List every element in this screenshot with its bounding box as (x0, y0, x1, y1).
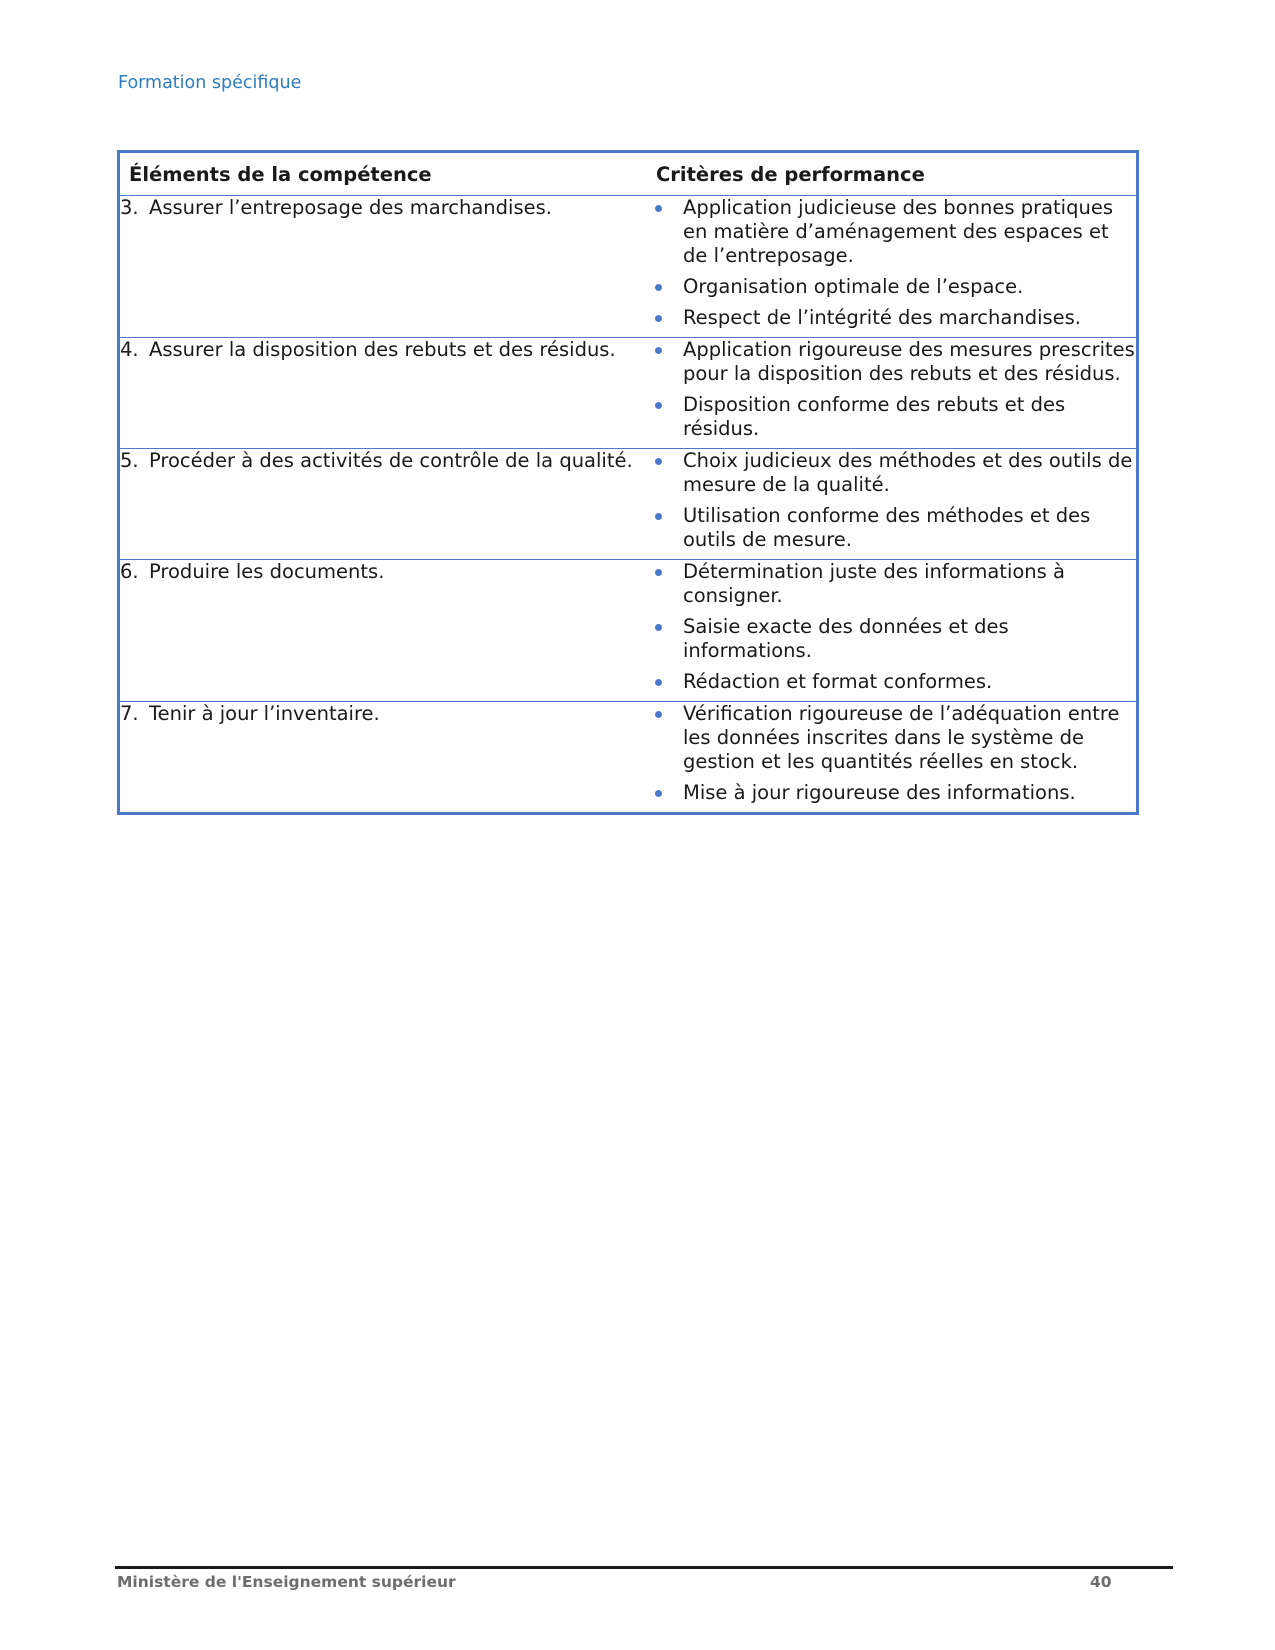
element-text: Procéder à des activités de contrôle de la qualité. (149, 449, 633, 472)
element-cell (119, 338, 648, 449)
elements-column-header: Éléments de la compétence (119, 152, 648, 196)
bullet-icon (647, 504, 683, 528)
criteria-item (647, 196, 1136, 268)
criteria-item (647, 670, 1136, 694)
footer-page-number: 40 (1090, 1573, 1112, 1591)
element-text: Assurer la disposition des rebuts et des résidus. (149, 338, 616, 361)
criteria-text: Détermination juste des informations à consigner. (683, 560, 1065, 607)
table-row (119, 560, 1138, 702)
element-number: 6. (120, 560, 139, 583)
element-number: 4. (120, 338, 139, 361)
table-row (119, 702, 1138, 814)
element-cell (119, 560, 648, 702)
bullet-icon (647, 196, 683, 220)
criteria-text: Saisie exacte des données et des informations. (683, 615, 1009, 662)
criteria-text: Vérification rigoureuse de l’adéquation entre les données inscrites dans le système de gestion et les quantités réelles en stock. (683, 702, 1120, 773)
criteria-text: Application judicieuse des bonnes pratiques en matière d’aménagement des espaces et de l’entreposage. (683, 196, 1113, 267)
criteria-column-header: Critères de performance (647, 152, 1138, 196)
criteria-item (647, 504, 1136, 552)
criteria-text: Utilisation conforme des méthodes et des outils de mesure. (683, 504, 1091, 551)
element-text: Assurer l’entreposage des marchandises. (149, 196, 552, 219)
table-row (119, 196, 1138, 338)
criteria-item (647, 338, 1136, 386)
criteria-text: Organisation optimale de l’espace. (683, 275, 1024, 298)
criteria-cell (647, 702, 1138, 814)
footer-organization: Ministère de l'Enseignement supérieur (117, 1573, 456, 1591)
criteria-item (647, 560, 1136, 608)
element-cell (119, 702, 648, 814)
bullet-icon (647, 449, 683, 473)
running-header: Formation spécifique (118, 73, 302, 93)
bullet-icon (647, 615, 683, 639)
element-number: 5. (120, 449, 139, 472)
bullet-icon (647, 670, 683, 694)
criteria-item (647, 781, 1136, 805)
bullet-icon (647, 393, 683, 417)
criteria-cell (647, 338, 1138, 449)
element-cell (119, 196, 648, 338)
criteria-cell (647, 449, 1138, 560)
criteria-item (647, 275, 1136, 299)
criteria-item (647, 449, 1136, 497)
bullet-icon (647, 338, 683, 362)
element-number: 3. (120, 196, 139, 219)
criteria-list (647, 702, 1136, 805)
criteria-list (647, 449, 1136, 552)
bullet-icon (647, 275, 683, 299)
bullet-icon (647, 702, 683, 726)
criteria-item (647, 306, 1136, 330)
bullet-icon (647, 306, 683, 330)
element-text: Produire les documents. (149, 560, 385, 583)
criteria-item (647, 615, 1136, 663)
element-cell (119, 449, 648, 560)
criteria-text: Application rigoureuse des mesures prescrites pour la disposition des rebuts et des résidus. (683, 338, 1135, 385)
footer-divider (115, 1566, 1173, 1569)
bullet-icon (647, 781, 683, 805)
table-row (119, 338, 1138, 449)
criteria-list (647, 338, 1136, 441)
criteria-cell (647, 196, 1138, 338)
bullet-icon (647, 560, 683, 584)
table-row (119, 449, 1138, 560)
criteria-text: Respect de l’intégrité des marchandises. (683, 306, 1081, 329)
criteria-list (647, 196, 1136, 330)
criteria-text: Mise à jour rigoureuse des informations. (683, 781, 1076, 804)
competence-table (117, 150, 1139, 815)
criteria-text: Disposition conforme des rebuts et des résidus. (683, 393, 1066, 440)
criteria-text: Choix judicieux des méthodes et des outils de mesure de la qualité. (683, 449, 1133, 496)
criteria-cell (647, 560, 1138, 702)
criteria-list (647, 560, 1136, 694)
element-number: 7. (120, 702, 139, 725)
criteria-item (647, 393, 1136, 441)
criteria-text: Rédaction et format conformes. (683, 670, 993, 693)
table-header-row (119, 152, 1138, 196)
element-text: Tenir à jour l’inventaire. (149, 702, 380, 725)
criteria-item (647, 702, 1136, 774)
